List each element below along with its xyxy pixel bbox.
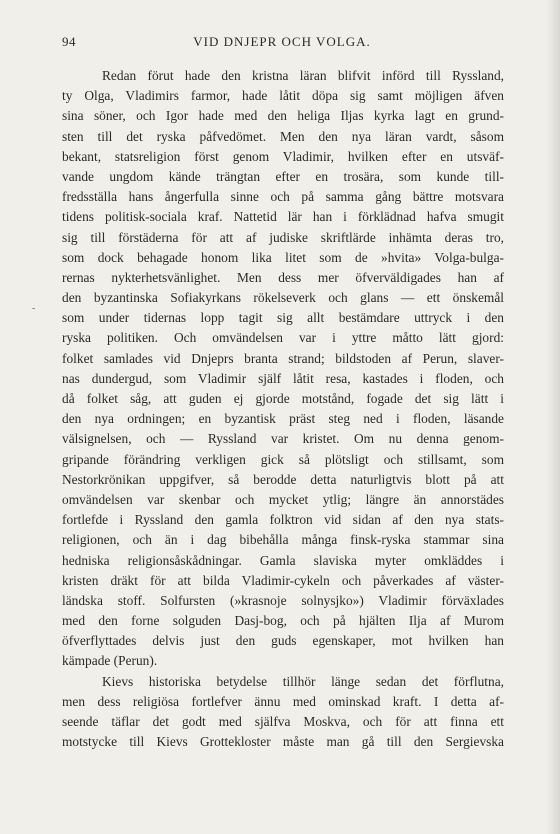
text-line: tidens politisk-sociala kraf. Nattetid lär han i förklädnad hafva smugit <box>62 209 504 225</box>
text-line: sina söner, och Igor hade med den heliga Iljas kyrka lagt en grund- <box>62 108 504 124</box>
text-line: ryska politiken. Och omvändelsen var i yttre måtto lätt gjord: <box>62 330 504 346</box>
text-line: den nya ordningen; en byzantisk präst steg ned i floden, läsande <box>62 411 504 427</box>
text-line: ty Olga, Vladimirs farmor, hade låtit döpa sig samt möjligen äfven <box>62 88 504 104</box>
text-line: hedniska religionsåskådningar. Gamla slaviska myter omkläddes i <box>62 552 504 568</box>
text-line: nas dundergud, som Vladimir själf låtit resa, kastades i floden, och <box>62 370 504 386</box>
text-line: bekant, statsreligion först genom Vladimir, hvilken efter en utsväf- <box>62 148 504 164</box>
text-line: med den forne solguden Dasj-bog, och på hjälten Ilja af Murom <box>62 613 504 629</box>
text-line: kämpade (Perun). <box>62 653 158 669</box>
text-line: fortlefde i Ryssland den gamla folktron vid sidan af den nya stats- <box>62 512 504 528</box>
text-line: ländska stoff. Solfursten (»krasnoje solnysjko») Vladimir förväxlades <box>62 592 504 608</box>
text-line: religionen, och än i dag bibehålla många finsk-ryska stammar sina <box>62 532 504 548</box>
running-title: VID DNJEPR OCH VOLGA. <box>193 34 371 49</box>
text-line: seende täflar det godt med själfva Moskva, och för att finna ett <box>62 714 504 729</box>
text-line: fredsställa hans ångerfulla sinne och på samma gång bättre motsvara <box>62 189 504 205</box>
paragraph-1 <box>62 66 504 672</box>
text-line: Redan förut hade den kristna läran blifvit införd till Ryssland, <box>102 68 504 83</box>
text-line: öfverflyttades delvis just den guds egenskaper, mot hvilken han <box>62 633 504 649</box>
text-line: vande ungdom kände trängtan efter en trosära, som kunde till- <box>62 168 504 184</box>
text-line: välsignelsen, och — Ryssland var kristet. Om nu denna genom- <box>62 431 504 447</box>
text-line: men dess religiösa fortlefver ännu med ominskad kraft. I detta af- <box>62 693 504 709</box>
text-line: motstycke till Kievs Grottekloster måste man gå till den Sergievska <box>62 734 504 750</box>
text-line: folket samlades vid Dnjeprs branta strand; bildstoden af Perun, slaver- <box>62 350 504 366</box>
margin-mark: - <box>32 303 36 314</box>
text-line: sig till förstäderna för att af judiske skriftlärde inhämta deras tro, <box>62 229 504 245</box>
text-line: som under tidernas lopp tagit sig allt bestämdare uttryck i den <box>62 310 504 326</box>
text-line: rernas nykterhetsvänlighet. Men dess mer öfverväldigades han af <box>62 269 504 285</box>
text-line: som dock behagade honom lika litet som de »hvita» Volga-bulga- <box>62 249 504 265</box>
text-line: Kievs historiska betydelse tillhör länge sedan det förflutna, <box>102 673 504 689</box>
body-text <box>62 66 504 752</box>
page-header <box>62 34 502 52</box>
page-edge-shadow <box>546 0 560 834</box>
text-line: Nestorkrönikan uppgifver, så berodde detta naturligtvis blott på att <box>62 471 504 487</box>
text-line: den byzantinska Sofiakyrkans rökelseverk och glans — ett önskemål <box>62 290 504 306</box>
text-line: sten till det ryska påfvedömet. Men den nya läran vardt, såsom <box>62 128 504 144</box>
page-number: 94 <box>62 34 76 49</box>
text-line: då folket såg, att guden ej gjorde motstånd, fogade det sig lätt i <box>62 391 504 406</box>
text-line: omvändelsen var skenbar och mycket ytlig; längre än annorstädes <box>62 491 504 507</box>
text-line: gripande förändring verkligen gick så plötsligt och stillsamt, som <box>62 451 504 467</box>
text-line: kristen dräkt för att bilda Vladimir-cykeln och påverkades af väster- <box>62 572 504 588</box>
paragraph-2 <box>62 672 504 753</box>
